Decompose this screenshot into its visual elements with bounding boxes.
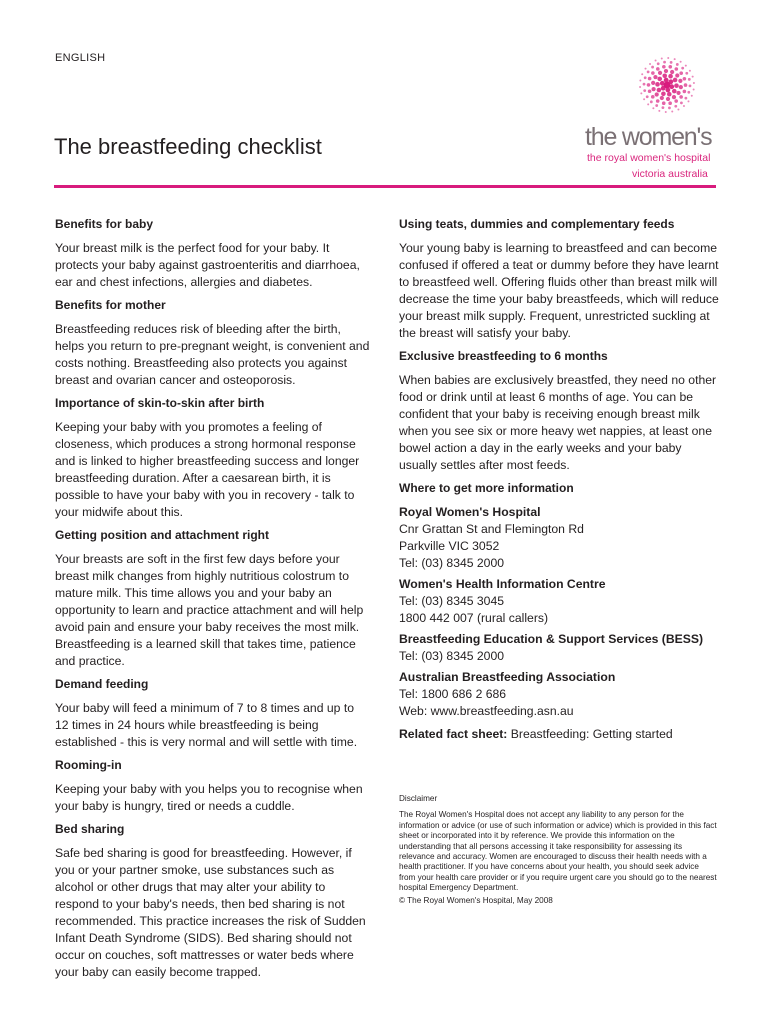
copyright: © The Royal Women's Hospital, May 2008 xyxy=(399,895,553,905)
right-column xyxy=(399,216,719,749)
section-body: Your baby will feed a minimum of 7 to 8 times and up to 12 times in 24 hours while breastfeeding is being established - this is very normal and will settle with time. xyxy=(55,701,358,749)
section-body: When babies are exclusively breastfed, they need no other food or drink until at least 6 months of age. You can be confident that your baby is receiving enough breast milk when you see six or more heavy wet nappies, at least one bowel action a day in the early weeks and your baby usually settles after most feeds. xyxy=(399,373,717,472)
contact-line: 1800 442 007 (rural callers) xyxy=(399,611,549,625)
contact-line: Tel: (03) 8345 3045 xyxy=(399,594,505,608)
dot-burst-icon xyxy=(638,55,696,120)
section-body: Your breast milk is the perfect food for your baby. It protects your baby against gastroenteritis and diarrhoea, ear and chest infections, allergies and diabetes. xyxy=(55,241,360,289)
section-heading: Rooming-in xyxy=(55,758,122,772)
section-heading: Exclusive breastfeeding to 6 months xyxy=(399,349,608,363)
section-body: Keeping your baby with you promotes a feeling of closeness, which produces a strong hormonal response and is linked to higher breastfeeding success and longer breastfeeding duration. After a caesarean birth, it is possible to have your baby with you in recovery - talk to your midwife about this. xyxy=(55,420,360,519)
section-heading: Importance of skin-to-skin after birth xyxy=(55,396,265,410)
section-body: Keeping your baby with you helps you to recognise when your baby is hungry, tired or needs a cuddle. xyxy=(55,782,363,813)
section-body: Your young baby is learning to breastfeed and can become confused if offered a teat or dummy before they have learnt to breastfeed well. Offering fluids other than breast milk will decrease the time your baby breastfeeds, which will reduce your breast milk supply. Frequent, unrestricted suckling at the breast will satisfy your baby. xyxy=(399,241,719,340)
womens-hospital-logo xyxy=(583,55,715,183)
section-benefits-baby xyxy=(55,216,370,291)
contact-bess xyxy=(399,631,719,665)
section-demand-feeding xyxy=(55,676,370,751)
section-rooming-in xyxy=(55,757,370,815)
section-body: Your breasts are soft in the first few days before your breast milk changes from highly nutritious colostrum to mature milk. This time allows you and your baby an opportunity to learn and practice attachment and will help avoid pain and ensure your baby receives the most milk. Breastfeeding is a learned skill that takes time, patience and practice. xyxy=(55,552,364,668)
related-fact-sheet xyxy=(399,726,719,743)
section-heading: Bed sharing xyxy=(55,822,125,836)
section-heading: Using teats, dummies and complementary feeds xyxy=(399,217,675,231)
section-bed-sharing xyxy=(55,821,370,981)
section-benefits-mother xyxy=(55,297,370,389)
contact-line: Web: www.breastfeeding.asn.au xyxy=(399,704,574,718)
page-title: The breastfeeding checklist xyxy=(54,134,322,159)
disclaimer-heading: Disclaimer xyxy=(399,794,438,803)
section-exclusive-breastfeeding xyxy=(399,348,719,474)
section-heading: Demand feeding xyxy=(55,677,149,691)
section-position-attachment xyxy=(55,527,370,670)
contact-line: Tel: (03) 8345 2000 xyxy=(399,649,505,663)
contact-line: Tel: (03) 8345 2000 xyxy=(399,556,505,570)
contact-whic xyxy=(399,576,719,627)
section-heading: Where to get more information xyxy=(399,481,574,495)
left-column xyxy=(55,216,370,987)
section-body: Safe bed sharing is good for breastfeeding. However, if you or your partner smoke, use substances such as alcohol or other drugs that may alter your ability to respond to your baby's needs, then bed sharing is not recommended. This practice increases the risk of Sudden Infant Death Syndrome (SIDS). Bed sharing should not occur on couches, soft mattresses or water beds where your baby can easily become trapped. xyxy=(55,846,366,979)
section-heading: Benefits for baby xyxy=(55,217,154,231)
contact-line: Parkville VIC 3052 xyxy=(399,539,500,553)
contact-royal-womens xyxy=(399,504,719,572)
related-label: Related fact sheet: xyxy=(399,727,508,741)
language-label: ENGLISH xyxy=(55,52,106,64)
contact-line: Tel: 1800 686 2 686 xyxy=(399,687,507,701)
contact-org: Women's Health Information Centre xyxy=(399,577,606,591)
section-heading: Benefits for mother xyxy=(55,298,166,312)
contact-line: Cnr Grattan St and Flemington Rd xyxy=(399,522,584,536)
logo-brand: the women's xyxy=(585,123,712,151)
disclaimer xyxy=(399,794,717,908)
disclaimer-body: The Royal Women's Hospital does not accept any liability to any person for the information or advice (or use of such information or advice) which is provided in this fact sheet or incorporated into it by reference. We provide this information on the understanding that all persons accessing it take responsibility for assessing its relevance and accuracy. Women are encouraged to discuss their health needs with a health practitioner. If you have concerns about your health, you should seek advice from your health care provider or if you require urgent care you should go to the nearest hospital Emergency Department. xyxy=(399,810,717,893)
logo-subtitle: the royal women's hospital xyxy=(587,152,711,164)
header-divider xyxy=(54,185,716,188)
section-heading: Getting position and attachment right xyxy=(55,528,269,542)
logo-location: victoria australia xyxy=(632,168,708,180)
contact-org: Australian Breastfeeding Association xyxy=(399,670,616,684)
section-more-info xyxy=(399,480,719,743)
section-skin-to-skin xyxy=(55,395,370,521)
section-body: Breastfeeding reduces risk of bleeding after the birth, helps you return to pre-pregnant weight, is convenient and costs nothing. Breastfeeding also protects you against breast and ovarian cancer and osteoporosis. xyxy=(55,322,370,387)
contact-aba xyxy=(399,669,719,720)
related-value: Breastfeeding: Getting started xyxy=(510,727,673,741)
section-teats-dummies xyxy=(399,216,719,342)
contact-org: Breastfeeding Education & Support Services (BESS) xyxy=(399,632,704,646)
contact-org: Royal Women's Hospital xyxy=(399,505,541,519)
